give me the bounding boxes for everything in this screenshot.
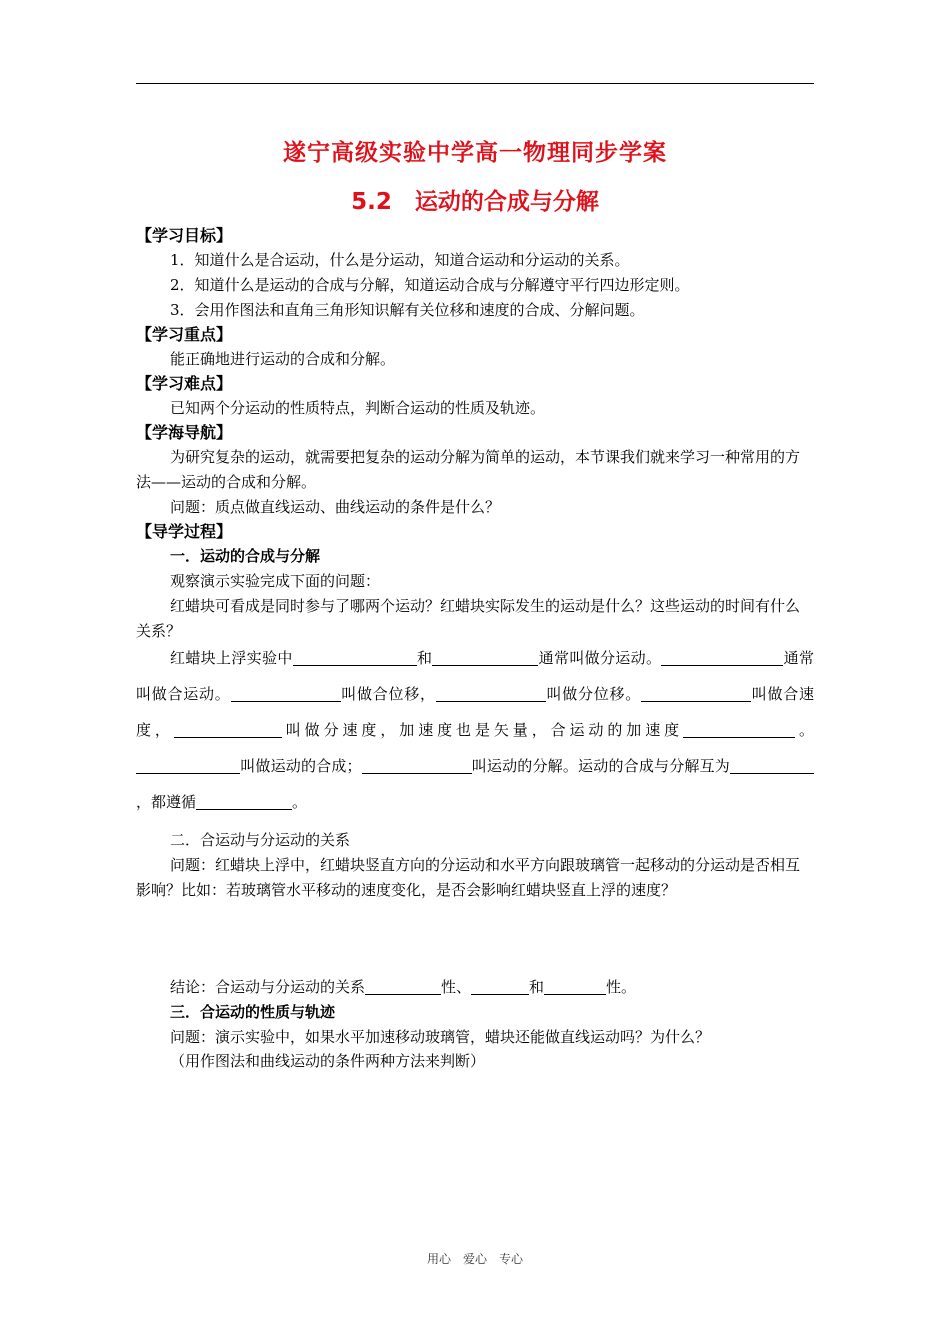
conclusion-text: 性。 <box>606 978 637 996</box>
answer-blank[interactable] <box>683 721 795 738</box>
part3-note: （用作图法和曲线运动的条件两种方法来判断） <box>170 1052 486 1070</box>
part2-conclusion <box>136 975 814 1000</box>
page-footer: 用心 爱心 专心 <box>426 1252 523 1266</box>
objective-item: 1．知道什么是合运动，什么是分运动，知道合运动和分运动的关系。 <box>170 251 630 269</box>
header-rule <box>136 83 814 84</box>
difficulty-text: 已知两个分运动的性质特点，判断合运动的性质及轨迹。 <box>170 399 546 417</box>
answer-blank[interactable] <box>730 757 814 774</box>
section-heading-difficulty: 【学习难点】 <box>136 374 233 393</box>
fill-text: 叫做合速度， <box>136 685 814 739</box>
answer-blank[interactable] <box>196 793 292 810</box>
part1-question: 红蜡块可看成是同时参与了哪两个运动？红蜡块实际发生的运动是什么？这些运动的时间有什么关系？ <box>136 597 801 640</box>
fill-text: 叫做合位移， <box>340 685 436 703</box>
answer-blank[interactable] <box>544 978 606 995</box>
answer-blank[interactable] <box>436 685 546 702</box>
answer-blank[interactable] <box>365 978 441 995</box>
fill-text: 叫做分速度，加速度也是矢量，合运动的加速度 <box>281 721 684 739</box>
part1-title: 一．运动的合成与分解 <box>170 547 321 565</box>
fill-text: 通常叫做分运动。 <box>538 649 662 667</box>
answer-blank[interactable] <box>293 649 417 666</box>
fill-text: 叫做运动的合成； <box>240 757 362 775</box>
answer-blank[interactable] <box>136 757 240 774</box>
part2-title: 二．合运动与分运动的关系 <box>170 831 351 849</box>
fill-text: 红蜡块上浮实验中 <box>170 649 293 667</box>
fill-text: 。 <box>292 793 308 811</box>
guide-question: 问题：质点做直线运动、曲线运动的条件是什么？ <box>170 498 501 516</box>
document-title: 遂宁高级实验中学高一物理同步学案 <box>283 140 667 166</box>
part1-intro: 观察演示实验完成下面的问题： <box>170 572 381 590</box>
part3-question: 问题：演示实验中，如果水平加速移动玻璃管，蜡块还能做直线运动吗？为什么？ <box>170 1028 711 1046</box>
answer-blank[interactable] <box>661 649 783 666</box>
objective-item: 3．会用作图法和直角三角形知识解有关位移和速度的合成、分解问题。 <box>170 301 645 319</box>
fill-in-paragraph <box>136 640 814 820</box>
objective-item: 2．知道什么是运动的合成与分解，知道运动合成与分解遵守平行四边形定则。 <box>170 276 690 294</box>
fill-text: ，都遵循 <box>136 793 197 811</box>
section-heading-guide: 【学海导航】 <box>136 423 233 442</box>
answer-blank[interactable] <box>641 685 751 702</box>
answer-blank[interactable] <box>432 649 538 666</box>
fill-text: 。 <box>795 721 814 739</box>
section-heading-focus: 【学习重点】 <box>136 325 233 344</box>
answer-blank[interactable] <box>362 757 472 774</box>
conclusion-text: 性、 <box>441 978 472 996</box>
section-heading-process: 【导学过程】 <box>136 522 233 541</box>
answer-blank[interactable] <box>174 721 282 738</box>
section-heading-objectives: 【学习目标】 <box>136 226 233 245</box>
fill-text: 叫做分位移。 <box>545 685 641 703</box>
answer-blank[interactable] <box>471 978 529 995</box>
part2-question: 问题：红蜡块上浮中，红蜡块竖直方向的分运动和水平方向跟玻璃管一起移动的分运动是否相互影响？比如：若玻璃管水平移动的速度变化，是否会影响红蜡块竖直上浮的速度？ <box>136 856 801 899</box>
focus-text: 能正确地进行运动的合成和分解。 <box>170 350 396 368</box>
conclusion-text: 和 <box>529 978 545 996</box>
guide-text: 为研究复杂的运动，就需要把复杂的运动分解为简单的运动，本节课我们就来学习一种常用的方法——运动的合成和分解。 <box>136 448 801 491</box>
document-subtitle: 5.2 运动的合成与分解 <box>351 189 599 215</box>
fill-text: 和 <box>416 649 433 667</box>
fill-text: 叫运动的分解。运动的合成与分解互为 <box>471 757 730 775</box>
part3-title: 三．合运动的性质与轨迹 <box>170 1003 336 1021</box>
fill-text: 通常叫做合运动。 <box>136 649 814 703</box>
document-body <box>136 224 814 1072</box>
answer-blank[interactable] <box>231 685 341 702</box>
conclusion-text: 结论：合运动与分运动的关系 <box>170 978 366 996</box>
